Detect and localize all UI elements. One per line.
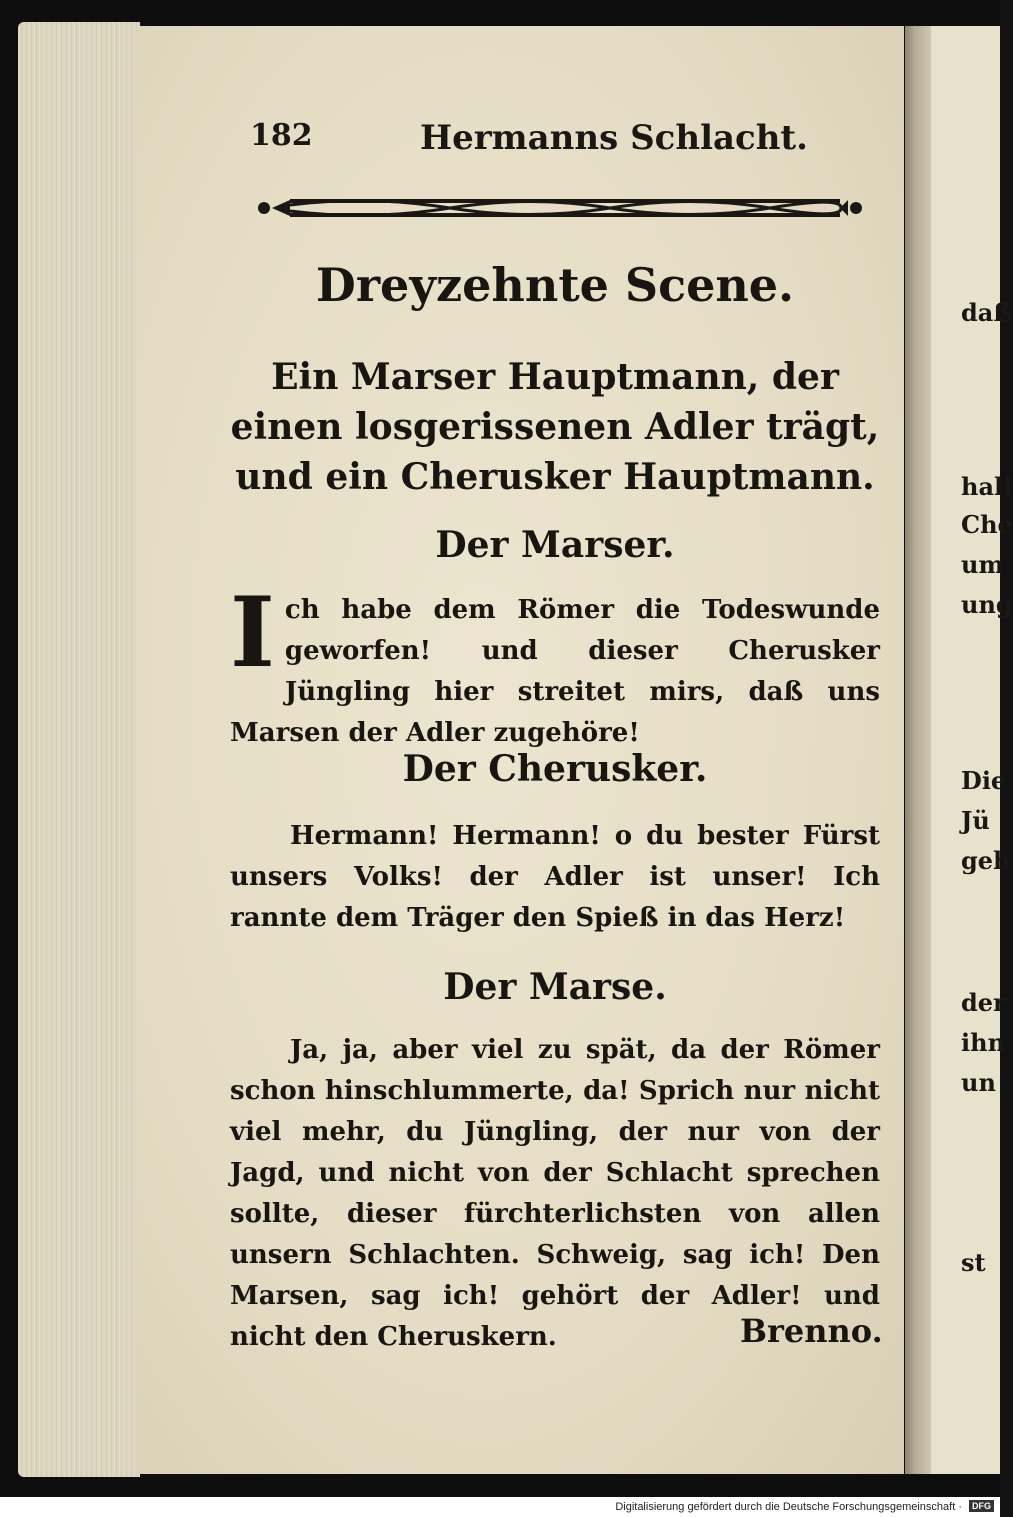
facing-fragment: Die <box>961 766 1007 795</box>
facing-fragment: st <box>961 1248 986 1277</box>
catchword: Brenno. <box>740 1312 883 1350</box>
dialogue-paragraph: Hermann! Hermann! o du bester Fürst unsers Volks! der Adler ist unser! Ich rannte dem Träger den Spieß in das Herz! <box>230 821 880 933</box>
facing-fragment: Jü <box>961 806 990 835</box>
facing-fragment: geh <box>961 846 1011 875</box>
dfg-logo: DFG <box>969 1500 994 1512</box>
facing-fragment: Che <box>961 510 1013 539</box>
running-title: Hermanns Schlacht. <box>420 118 808 158</box>
scene-title: Dreyzehnte Scene. <box>315 258 795 312</box>
facing-fragment: un <box>961 1068 996 1097</box>
drop-cap: I <box>230 576 275 689</box>
facing-fragment: daß <box>961 298 1012 327</box>
facing-fragment: hall <box>961 472 1013 501</box>
speaker-name: Der Marser. <box>435 524 675 566</box>
facing-fragment: ihn <box>961 1028 1006 1057</box>
digitization-footer <box>0 1497 1000 1517</box>
speaker-name: Der Marse. <box>443 966 667 1008</box>
scene-characters: Ein Marser Hauptmann, der einen losgerissenen Adler trägt, und ein Cherusker Hauptmann. <box>230 356 880 498</box>
facing-fragment: um <box>961 550 1004 579</box>
page-number: 182 <box>250 118 313 153</box>
speaker-name: Der Cherusker. <box>402 748 708 790</box>
facing-fragment: der <box>961 988 1006 1017</box>
facing-page <box>931 26 1013 1474</box>
facing-fragment: ung <box>961 590 1013 619</box>
footer-credit: Digitalisierung gefördert durch die Deutsche Forschungsgemeinschaft · <box>615 1501 962 1513</box>
book-gutter <box>905 26 931 1474</box>
ornament-divider <box>250 190 870 226</box>
dialogue-paragraph <box>230 576 880 754</box>
page-edges <box>18 22 140 1477</box>
dialogue-paragraph: Ja, ja, aber viel zu spät, da der Römer schon hinschlummerte, da! Sprich nur nicht viel mehr, du Jüngling, der nur von der Jagd, und nicht von der Schlacht sprechen sollte, dieser fürchterlichsten von allen unsern Schlachten. Schweig, sag ich! Den Marsen, sag ich! gehört der Adler! und nicht den Cheruskern. <box>230 1035 880 1352</box>
paragraph-text: ch habe dem Römer die Todeswunde geworfen! und dieser Cherusker Jüngling hier streitet mirs, daß uns Marsen der Adler zugehöre! <box>230 595 880 748</box>
page-header <box>250 118 870 168</box>
